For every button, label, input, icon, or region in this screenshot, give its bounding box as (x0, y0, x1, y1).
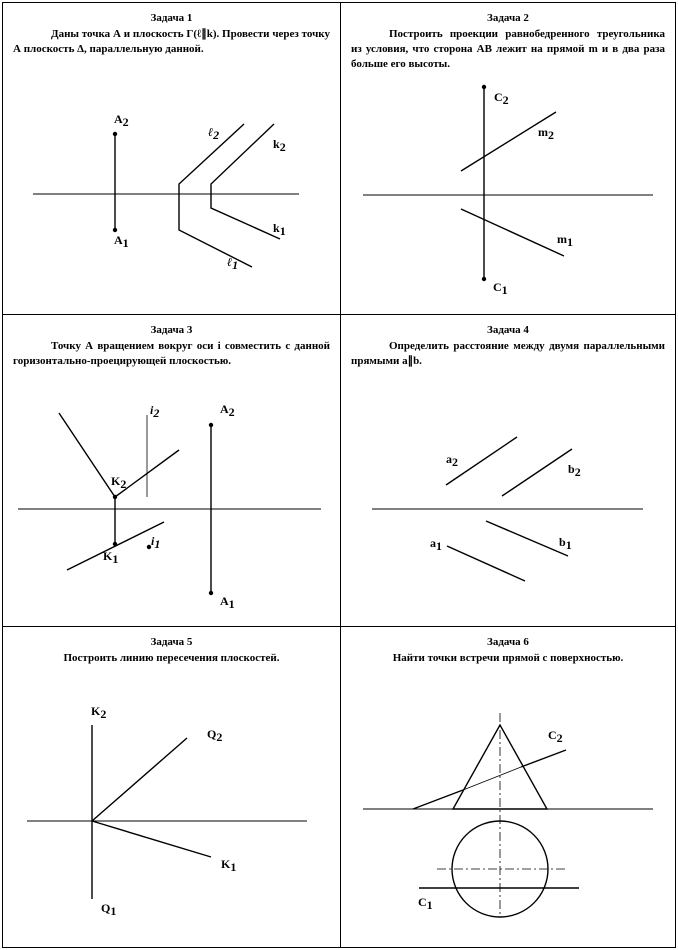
label-A1: A1 (220, 594, 235, 611)
task-3-drawing (3, 315, 340, 626)
label-i2: i2 (150, 403, 160, 420)
task-3-text: Точку А вращением вокруг оси i совместить с данной горизонтально-проецирующей плоскостью. (13, 340, 330, 367)
label-C2: C2 (494, 90, 509, 107)
label-i1: i1 (151, 534, 161, 551)
label-K1: K1 (221, 857, 237, 874)
label-C1: C1 (493, 280, 508, 297)
label-l1: ℓ1 (227, 255, 239, 272)
label-m1: m1 (557, 232, 573, 249)
label-A1: A1 (114, 233, 129, 250)
task-5-cell (3, 627, 340, 947)
label-K2: K2 (91, 704, 107, 721)
task-4-drawing (341, 315, 675, 626)
task-4-text: Определить расстояние между двумя параллельными прямыми a∥b. (351, 340, 665, 367)
task-1-cell (3, 3, 340, 314)
task-2-cell (341, 3, 675, 314)
label-l2: ℓ2 (208, 125, 220, 142)
label-C1: C1 (418, 895, 433, 912)
task-1-text: Даны точка А и плоскость Γ(ℓ∥k). Провести через точку А плоскость Δ, параллельную данной. (13, 28, 330, 55)
label-b2: b2 (568, 462, 581, 479)
task-2-drawing (341, 3, 675, 314)
task-3-cell (3, 315, 340, 626)
task-1-title: Задача 1 (150, 12, 193, 24)
label-a1: a1 (430, 536, 442, 553)
label-A2: A2 (220, 402, 235, 419)
task-2-text: Построить проекции равнобедренного треугольника из условия, что сторона АВ лежит на прямой m и в два раза больше его высоты. (351, 28, 665, 70)
task-5-text: Построить линию пересечения плоскостей. (63, 652, 280, 664)
task-4-cell (341, 315, 675, 626)
task-6-text: Найти точки встречи прямой с поверхностью. (392, 652, 624, 664)
label-m2: m2 (538, 125, 554, 142)
task-4-title: Задача 4 (487, 324, 529, 336)
label-k2: k2 (273, 137, 286, 154)
label-a2: a2 (446, 452, 458, 469)
label-b1: b1 (559, 535, 572, 552)
task-sheet (2, 2, 676, 948)
task-3-title: Задача 3 (150, 324, 193, 336)
label-C2: C2 (548, 728, 563, 745)
label-Q2: Q2 (207, 727, 223, 744)
task-5-title: Задача 5 (150, 636, 193, 648)
label-A2: A2 (114, 112, 129, 129)
task-6-title: Задача 6 (487, 636, 529, 648)
task-5-drawing (3, 627, 340, 947)
task-6-drawing (341, 627, 675, 947)
label-K2: K2 (111, 474, 127, 491)
task-6-cell (341, 627, 675, 947)
label-K1: K1 (103, 549, 119, 566)
task-2-title: Задача 2 (487, 12, 529, 24)
label-Q1: Q1 (101, 901, 117, 918)
label-k1: k1 (273, 221, 286, 238)
task-1-drawing (3, 3, 340, 314)
